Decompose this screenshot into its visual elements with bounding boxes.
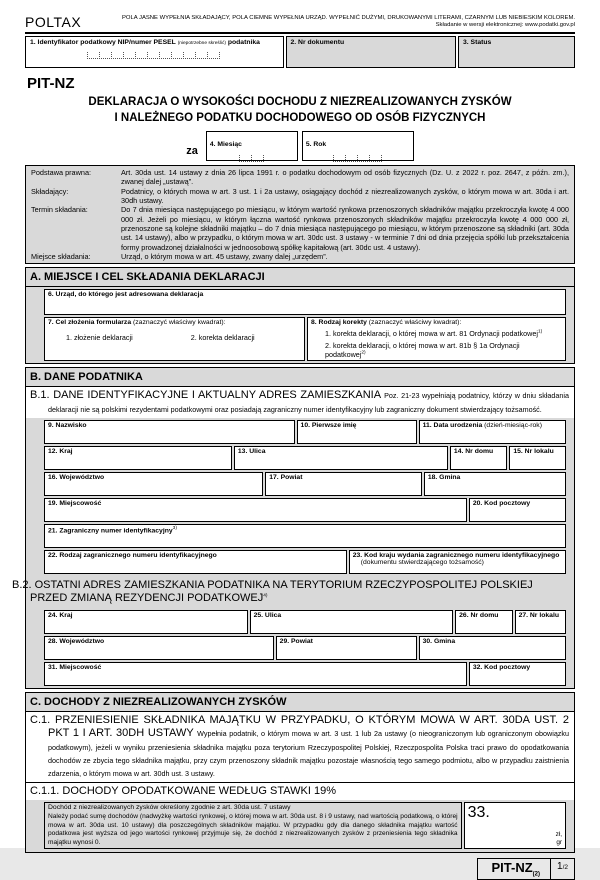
- field-10-pierwsze-imie[interactable]: [297, 420, 417, 444]
- footer-page-number: 1: [557, 861, 563, 873]
- field-11-note: (dzień-miesiąc-rok): [484, 421, 542, 429]
- section-c11-heading: [26, 782, 574, 800]
- field-1-nip-pesel[interactable]: [25, 36, 284, 68]
- option-korekta-art-81b-label: 2. korekta deklaracji, o której mowa w art. 81b § 1a Ordynacji podatkowej: [325, 341, 520, 360]
- field-15-label: 15. Nr lokalu: [513, 447, 554, 455]
- field-5-label: 5. Rok: [305, 141, 327, 149]
- field-1-note: (niepotrzebne skreślić): [177, 41, 226, 46]
- field-23-label: 23. Kod kraju wydania zagranicznego numeru identyfikacyjnego: [352, 551, 560, 559]
- field-1-label: 1. Identyfikator podatkowy NIP/numer PESEL: [30, 39, 176, 46]
- form-top-header: [25, 14, 575, 34]
- form-title: [25, 95, 575, 126]
- field-26-label: 26. Nr domu: [459, 612, 499, 620]
- field-16-wojewodztwo[interactable]: [44, 472, 263, 496]
- field-12-kraj[interactable]: [44, 446, 232, 470]
- year-comb[interactable]: [306, 155, 410, 162]
- field-19-label: 19. Miejscowość: [48, 499, 102, 507]
- legal-text: Do 7 dnia miesiąca następującego po miesiącu, w którym wartość rynkowa przenoszonych składników majątku przekroczyła kwotę 4 000 000 zł. Jeżeli po miesiącu, w którym łączna wartość rynkowa przenoszonych składników majątku przekroczyła kwotę 4 000 000 zł, przenoszone są kolejne składniki majątku – do 7 dnia miesiąca następującego po miesiącu, w którym przenoszone są składniki (art. 30da ust. 14 ustawy), albo w przypadku, o którym mowa w art. 30dc ust. 3 ustawy - w terminie 7 dni od dnia przejęcia spółki lub przekształcenia formy prowadzonej działalności w jednoosobową spółkę kapitałową (art. 30dc ust. 4 ustawy).: [121, 205, 569, 252]
- option-zlozenie-deklaracji[interactable]: 1. złożenie deklaracji: [66, 333, 133, 343]
- option-korekta-art-81b[interactable]: [325, 341, 562, 359]
- section-c: [25, 692, 575, 853]
- section-b1-title: B.1. DANE IDENTYFIKACYJNE I AKTUALNY ADRES ZAMIESZKANIA: [30, 389, 381, 402]
- footer-page-total: /2: [562, 864, 568, 872]
- field-20-label: 20. Kod pocztowy: [472, 499, 531, 507]
- field-4-label: 4. Miesiąc: [209, 141, 242, 149]
- field-6-label: 6. Urząd, do którego jest adresowana deklaracja: [48, 291, 204, 299]
- field-5-rok[interactable]: [302, 131, 414, 161]
- field-12-label: 12. Kraj: [48, 447, 73, 455]
- field-33-description-title: Dochód z niezrealizowanych zysków określony zgodnie z art. 30da ust. 7 ustawy: [48, 804, 291, 812]
- zl-label: zł,: [555, 830, 562, 838]
- field-33-dochod-input[interactable]: [464, 802, 566, 849]
- option-korekta-art-81[interactable]: [325, 329, 562, 338]
- field-32-label: 32. Kod pocztowy: [472, 664, 531, 672]
- footnote-2-marker: 2): [361, 350, 366, 356]
- section-b: [12, 367, 575, 689]
- field-24-label: 24. Kraj: [48, 612, 73, 620]
- field-1-suffix: podatnika: [227, 39, 260, 46]
- section-c11-title: C.1.1. DOCHODY OPODATKOWANE WEDŁUG STAWKI 19%: [30, 785, 337, 798]
- fill-instruction-text: POLA JASNE WYPEŁNIA SKŁADAJĄCY, POLA CIEMNE WYPEŁNIA URZĄD. WYPEŁNIĆ DUŻYMI, DRUKOWANYMI LITERAMI, CZARNYM LUB NIEBIESKIM KOLOREM.: [121, 14, 575, 21]
- field-31-label: 31. Miejscowość: [48, 664, 102, 672]
- option-korekta-art-81-label: 1. korekta deklaracji, o której mowa w art. 81 Ordynacji podatkowej: [325, 329, 538, 339]
- footer-page-indicator: [551, 859, 574, 879]
- field-32-kod-pocztowy[interactable]: [469, 662, 566, 686]
- field-6-urzad[interactable]: [44, 289, 566, 315]
- field-24-kraj[interactable]: [44, 610, 248, 634]
- footer-code-box: [477, 858, 576, 880]
- field-10-label: 10. Pierwsze imię: [300, 421, 357, 429]
- section-c1-note: Wypełnia podatnik, o którym mowa w art. 3 ust. 1 lub 2a ustawy (o nieograniczonym lub ograniczonym obowiązku podatkowym), jeżeli w wyniku przeniesienia składnika majątku poza terytorium Rzeczypospolitej Polskiej, Rzeczpospolita Polska traci prawo do opodatkowania dochodów ze zbycia tego składnika majątku, przy czym przenoszony składnik majątku pozostaje własnością tego samego podmiotu, albo w przypadku zaistnienia zdarzenia, o którym mowa w art. 30dh ust. 3 ustawy.: [48, 729, 569, 778]
- field-16-label: 16. Województwo: [48, 473, 105, 481]
- footer-form-version: (2): [532, 871, 541, 878]
- field-14-nr-domu[interactable]: [450, 446, 507, 470]
- section-b2-heading: [12, 576, 574, 609]
- efiling-note: Składanie w wersji elektronicznej: www.podatki.gov.pl: [435, 22, 575, 29]
- field-7-cel-zlozenia: [44, 317, 305, 361]
- section-b-title: B. DANE PODATNIKA: [26, 368, 574, 387]
- month-comb[interactable]: [210, 155, 294, 162]
- field-19-miejscowosc[interactable]: [44, 498, 467, 522]
- footer-form-code: [478, 859, 552, 879]
- field-33-units: [556, 831, 562, 848]
- gr-label: gr: [556, 839, 562, 847]
- field-28-label: 28. Województwo: [48, 638, 105, 646]
- field-20-kod-pocztowy[interactable]: [469, 498, 566, 522]
- section-b1-note: Poz. 21-23 wypełniają podatnicy, którzy w dniu składania deklaracji nie są polskimi rezydentami podatkowymi oraz posiadają zagraniczny numer identyfikacyjny lub zagraniczny dokument stwierdzający tożsamość.: [48, 391, 570, 414]
- field-27-nr-lokalu[interactable]: [515, 610, 566, 634]
- period-row: [25, 131, 575, 161]
- field-22-label: 22. Rodzaj zagranicznego numeru identyfikacyjnego: [48, 551, 217, 559]
- field-3-label: 3. Status: [463, 39, 492, 46]
- form-code-title: PIT-NZ: [27, 75, 75, 92]
- form-title-line1: DEKLARACJA O WYSOKOŚCI DOCHODU Z NIEZREALIZOWANYCH ZYSKÓW: [88, 96, 512, 108]
- field-11-label: 11. Data urodzenia: [422, 421, 483, 429]
- field-7-note: (zaznaczyć właściwy kwadrat):: [133, 319, 226, 327]
- footer-form-code-text: PIT-NZ: [491, 860, 533, 876]
- field-13-label: 13. Ulica: [237, 447, 266, 455]
- field-30-gmina[interactable]: [419, 636, 566, 660]
- option-korekta-deklaracji[interactable]: 2. korekta deklaracji: [190, 333, 255, 343]
- field-30-label: 30. Gmina: [422, 638, 456, 646]
- field-33-description-body: Należy podać sumę dochodów (nadwyżkę wartości rynkowej, o której mowa w art. 30da ust. 8 i 9 ustawy, nad wartością podatkową, o której mowa w art. 30da ust. 10 ustawy) dla poszczególnych składników majątku. W przypadku gdy dla danego składnika majątku wartość podatkowa jest wyższa od jego wartości rynkowej przyjmuje się, że dochód z niezrealizowanych zysków z przeniesienia tego składnika majątku wynosi 0.: [48, 813, 458, 846]
- nip-pesel-comb[interactable]: [30, 52, 279, 59]
- field-18-gmina[interactable]: [424, 472, 566, 496]
- section-c1-title: C.1. PRZENIESIENIE SKŁADNIKA MAJĄTKU W PRZYPADKU, O KTÓRYM MOWA W ART. 30DA UST. 2 PKT 1 I ART. 30DH USTAWY: [30, 714, 569, 740]
- field-18-label: 18. Gmina: [427, 473, 461, 481]
- section-c1-heading: [26, 712, 574, 782]
- legal-text: Podatnicy, o których mowa w art. 3 ust. 1 i 2a ustawy, osiągający dochód z niezrealizowanych zysków, o którym mowa w art. 30da i art. 30dh ustawy.: [121, 186, 569, 206]
- field-9-nazwisko[interactable]: [44, 420, 295, 444]
- field-25-label: 25. Ulica: [253, 612, 282, 620]
- field-28-wojewodztwo[interactable]: [44, 636, 274, 660]
- field-3-status: [458, 36, 575, 68]
- field-33-description: [44, 802, 462, 849]
- section-b2-title: B.2. OSTATNI ADRES ZAMIESZKANIA PODATNIKA NA TERYTORIUM RZECZYPOSPOLITEJ POLSKIEJ PRZED ZMIANĄ REZYDENCJI PODATKOWEJ: [12, 578, 533, 605]
- legal-label: Termin składania:: [31, 205, 88, 215]
- legal-text: Art. 30da ust. 14 ustawy z dnia 26 lipca 1991 r. o podatku dochodowym od osób fizycznych (Dz. U. z 2022 r. poz. 2647, z późn. zm.), zwanej dalej „ustawą”.: [121, 168, 569, 187]
- field-4-miesiac[interactable]: [206, 131, 298, 161]
- field-27-label: 27. Nr lokalu: [518, 612, 559, 620]
- fill-instructions: [122, 15, 575, 30]
- field-9-label: 9. Nazwisko: [48, 421, 87, 429]
- poltax-logo: POLTAX: [25, 14, 82, 30]
- field-31-miejscowosc[interactable]: [44, 662, 467, 686]
- field-23-note: (dokumentu stwierdzającego tożsamość): [360, 558, 484, 566]
- legal-row-skladajacy: [31, 187, 569, 206]
- legal-row-termin: [31, 205, 569, 252]
- field-25-ulica[interactable]: [250, 610, 454, 634]
- legal-text: Urząd, o którym mowa w art. 45 ustawy, zwany dalej „urzędem”.: [121, 251, 328, 261]
- field-13-ulica[interactable]: [234, 446, 448, 470]
- field-2-label: 2. Nr dokumentu: [290, 39, 345, 46]
- field-26-nr-domu[interactable]: [455, 610, 512, 634]
- section-a-title: A. MIEJSCE I CEL SKŁADANIA DEKLARACJI: [26, 268, 574, 287]
- field-8-rodzaj-korekty: [307, 317, 566, 361]
- field-8-label: 8. Rodzaj korekty: [311, 319, 367, 327]
- legal-info-box: [25, 165, 575, 264]
- field-17-powiat[interactable]: [265, 472, 422, 496]
- field-17-label: 17. Powiat: [269, 473, 303, 481]
- legal-label: Składający:: [31, 186, 69, 196]
- section-b1-heading: [26, 387, 574, 417]
- field-29-powiat[interactable]: [276, 636, 417, 660]
- field-21-label: 21. Zagraniczny numer identyfikacyjny: [48, 526, 173, 534]
- field-8-note: (zaznaczyć właściwy kwadrat):: [368, 319, 462, 327]
- legal-row-miejsce: [31, 252, 569, 261]
- field-14-label: 14. Nr domu: [453, 447, 494, 455]
- section-c-title: C. DOCHODY Z NIEZREALIZOWANYCH ZYSKÓW: [26, 693, 574, 712]
- field-11-data-urodzenia[interactable]: [419, 420, 566, 444]
- field-22-rodzaj-numeru[interactable]: [44, 550, 347, 574]
- field-7-label: 7. Cel złożenia formularza: [48, 319, 132, 327]
- footnote-3-marker: 3): [172, 525, 177, 531]
- za-label: za: [186, 145, 198, 158]
- identification-row: [25, 36, 575, 68]
- legal-label: Podstawa prawna:: [31, 168, 92, 178]
- field-29-label: 29. Powiat: [279, 638, 313, 646]
- field-2-nr-dokumentu: [286, 36, 457, 68]
- legal-label: Miejsce składania:: [31, 251, 91, 261]
- field-15-nr-lokalu[interactable]: [509, 446, 566, 470]
- page-footer: [25, 858, 575, 880]
- field-21-zagraniczny-numer[interactable]: [44, 524, 566, 548]
- section-a: [25, 267, 575, 364]
- form-title-line2: I NALEŻNEGO PODATKU DOCHODOWEGO OD OSÓB FIZYCZNYCH: [114, 111, 486, 124]
- footnote-4-marker: 4): [263, 593, 268, 599]
- field-23-kod-kraju[interactable]: [349, 550, 566, 574]
- legal-row-podstawa: [31, 168, 569, 187]
- footnote-1-marker: 1): [537, 329, 543, 335]
- field-33-number: 33.: [467, 804, 490, 822]
